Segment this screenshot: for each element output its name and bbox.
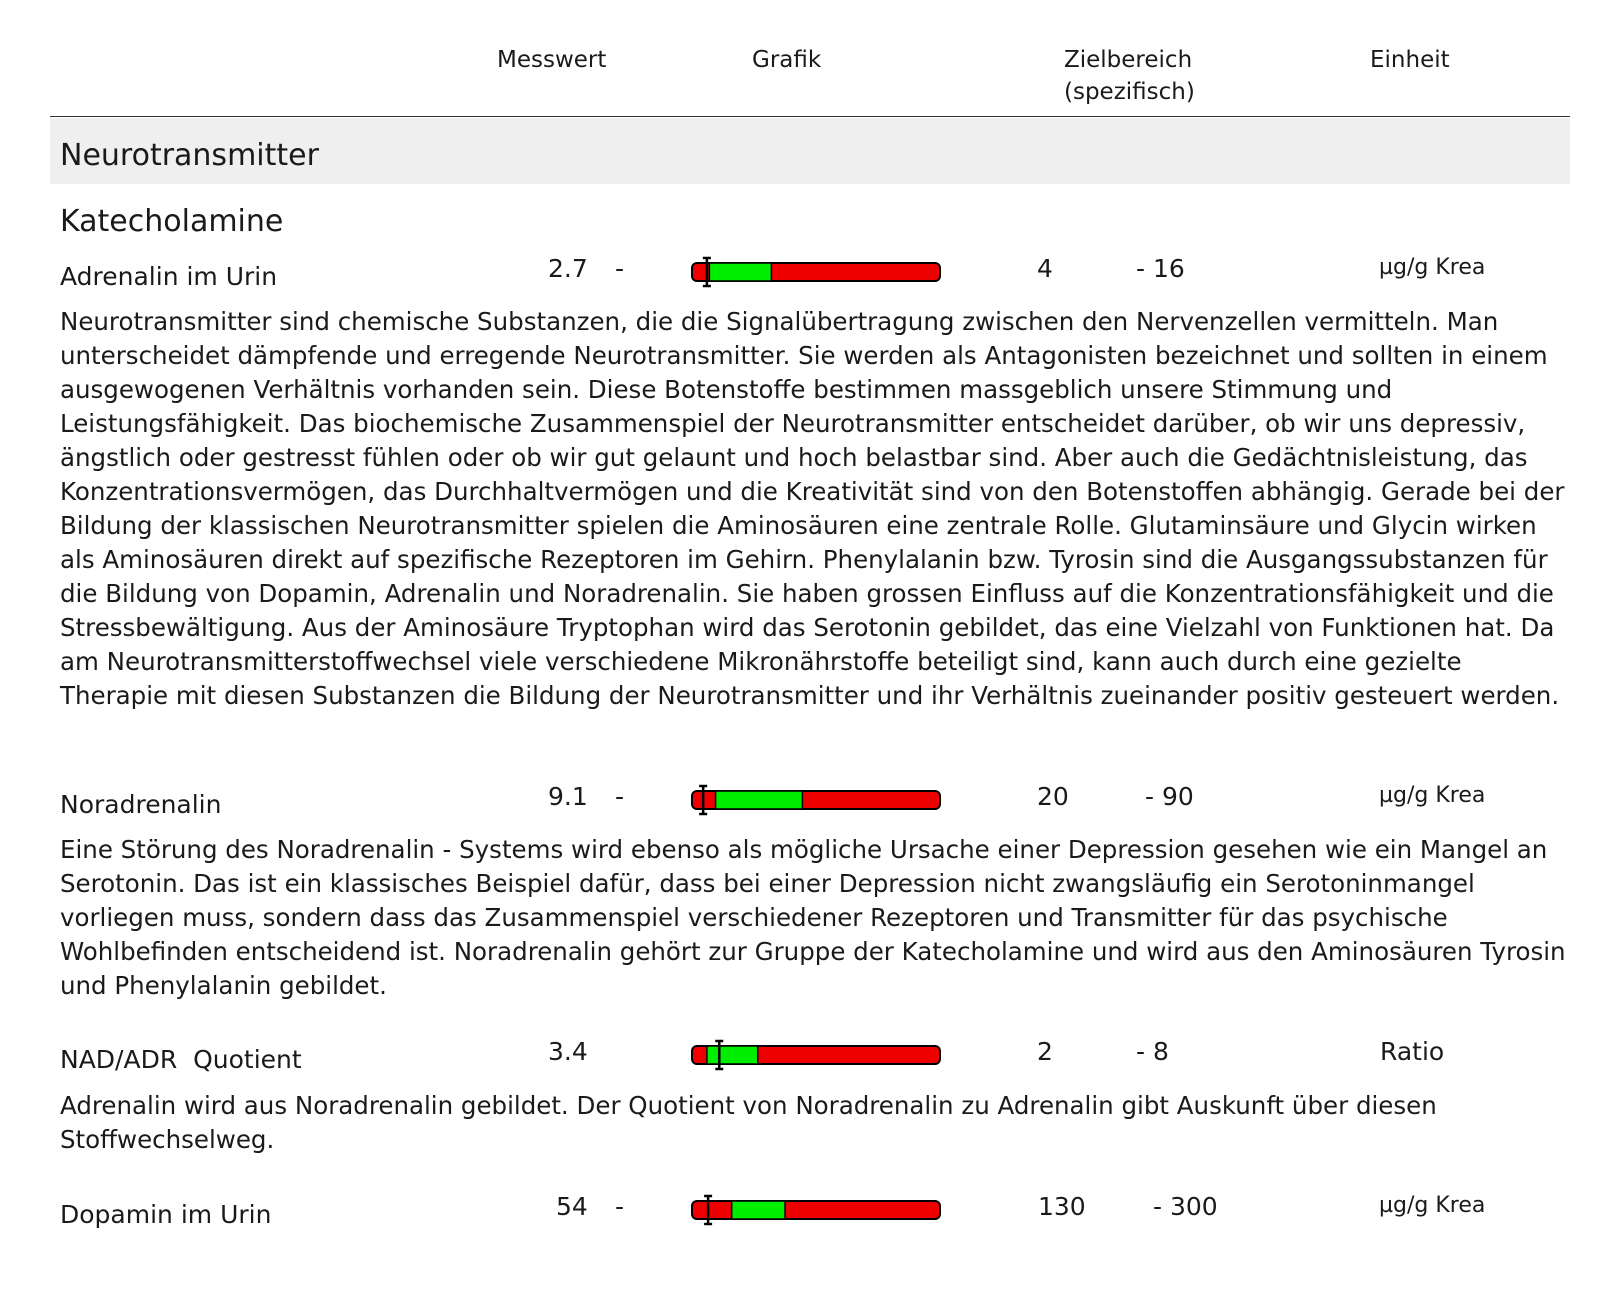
- measured-value-dash: -: [615, 254, 625, 283]
- column-header-einheit: Einheit: [1370, 47, 1450, 73]
- range-bar-normal-zone: [707, 1046, 758, 1064]
- analyte-description: Neurotransmitter sind chemische Substanzen, die die Signalübertragung zwischen den Nervenzellen vermitteln. Man unterscheidet dämpfende und erregende Neurotransmitter. Sie werden als Antagonisten bezeichnet und sollten in einem ausgewogenen Verhältnis vorhanden sein. Diese Botenstoffe bestimmen massgeblich unsere Stimmung und Leistungsfähigkeit. Das biochemische Zusammenspiel der Neurotransmitter entscheidet darüber, ob wir uns depressiv, ängstlich oder gestresst fühlen oder ob wir gut gelaunt und hoch belastbar sind. Aber auch die Gedächtnisleistung, das Konzentrationsvermögen, das Durchhaltvermögen und die Kreativität sind von den Botenstoffen abhängig. Gerade bei der Bildung der klassischen Neurotransmitter spielen die Aminosäuren eine zentrale Rolle. Glutaminsäure und Glycin wirken als Aminosäuren direkt auf spezifische Rezeptoren im Gehirn. Phenylalanin bzw. Tyrosin sind die Ausgangssubstanzen für die Bildung von Dopamin, Adrenalin und Noradrenalin. Sie haben grossen Einfluss auf die Konzentrationsfähigkeit und die Stressbewältigung. Aus der Aminosäure Tryptophan wird das Serotonin gebildet, das eine Vielzahl von Funktionen hat. Da am Neurotransmitterstoffwechsel viele verschiedene Mikronährstoffe beteiligt sind, kann auch durch eine gezielte Therapie mit diesen Substanzen die Bildung der Neurotransmitter und ihr Verhältnis zueinander positiv gesteuert werden.: [60, 307, 1565, 710]
- column-header-messwert: Messwert: [497, 47, 607, 73]
- analyte-label: NAD/ADR Quotient: [60, 1045, 302, 1074]
- range-bar-normal-zone: [732, 1201, 785, 1219]
- measured-value: 9.1: [548, 782, 588, 811]
- range-bar: [690, 1195, 950, 1225]
- analyte-label: Dopamin im Urin: [60, 1200, 272, 1229]
- range-high: - 8: [1136, 1037, 1169, 1066]
- analyte-description: Adrenalin wird aus Noradrenalin gebildet. Der Quotient von Noradrenalin zu Adrenalin gibt Auskunft über diesen Stoffwechselweg.: [60, 1091, 1437, 1154]
- range-bar: [690, 1040, 950, 1070]
- column-header-zielbereich: [1064, 44, 1195, 108]
- measured-value: 3.4: [548, 1037, 588, 1066]
- range-low: 130: [1038, 1192, 1086, 1221]
- range-low: 20: [1037, 782, 1069, 811]
- section-title: Neurotransmitter: [60, 138, 319, 173]
- range-low: 4: [1037, 254, 1053, 283]
- range-low: 2: [1037, 1037, 1053, 1066]
- measured-value: 54: [556, 1192, 588, 1221]
- measured-value: 2.7: [548, 254, 588, 283]
- measured-value-dash: -: [615, 782, 625, 811]
- range-bar-normal-zone: [709, 263, 771, 281]
- analyte-description: Eine Störung des Noradrenalin - Systems wird ebenso als mögliche Ursache einer Depression gesehen wie ein Mangel an Serotonin. Das ist ein klassisches Beispiel dafür, dass bei einer Depression nicht zwangsläufig ein Serotoninmangel vorliegen muss, sondern dass das Zusammenspiel verschiedener Rezeptoren und Transmitter für das psychische Wohlbefinden entscheidend ist. Noradrenalin gehört zur Gruppe der Katecholamine und wird aus den Aminosäuren Tyrosin und Phenylalanin gebildet.: [60, 835, 1566, 1000]
- column-header-zielbereich-line2: (spezifisch): [1064, 79, 1195, 105]
- range-bar: [690, 257, 950, 287]
- range-bar-normal-zone: [716, 791, 803, 809]
- range-high: - 90: [1145, 782, 1194, 811]
- range-high: - 16: [1136, 254, 1185, 283]
- header-divider: [50, 116, 1570, 117]
- column-header-zielbereich-line1: Zielbereich: [1064, 47, 1193, 73]
- unit-label: µg/g Krea: [1379, 783, 1486, 808]
- analyte-label: Adrenalin im Urin: [60, 262, 278, 291]
- range-high: - 300: [1153, 1192, 1218, 1221]
- analyte-label: Noradrenalin: [60, 790, 222, 819]
- unit-label: µg/g Krea: [1379, 1193, 1486, 1218]
- range-bar: [690, 785, 950, 815]
- unit-label: Ratio: [1380, 1037, 1445, 1066]
- measured-value-dash: -: [615, 1192, 625, 1221]
- range-bar-track: [692, 1201, 940, 1219]
- group-title: Katecholamine: [60, 204, 284, 239]
- column-header-grafik: Grafik: [752, 47, 822, 73]
- unit-label: µg/g Krea: [1379, 255, 1486, 280]
